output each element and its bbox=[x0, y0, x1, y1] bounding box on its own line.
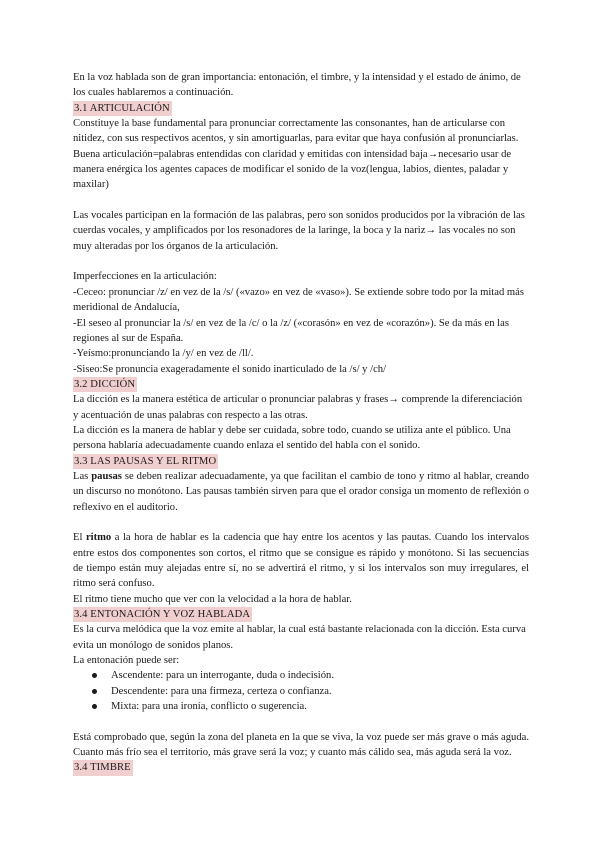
ritmo-post: a la hora de hablar es la cadencia que hay entre los acentos y las pautas. Cuando los intervalos entre estos dos componentes son cortos, el ritmo que se consigue es rápido y monótono. Si las secuencias de tiempo están muy alejadas entre sí, no se advertirá el ritmo, y si los intervalos son muy irregulares, el ritmo será confuso. bbox=[73, 532, 529, 590]
ritmo-bold-term: ritmo bbox=[85, 532, 112, 544]
pausas-bold-term: pausas bbox=[91, 470, 122, 482]
imperfeccion-seseo: -El seseo al pronunciar la /s/ en vez de la /c/ o la /z/ («corasón» en vez de «corazón»). Se da más en las regiones al sur de España. bbox=[73, 317, 509, 344]
ritmo-pre: El bbox=[73, 532, 86, 544]
section-heading-entonacion: 3.4 ENTONACIÓN Y VOZ HABLADA bbox=[73, 607, 252, 622]
articulacion-paragraph-2: Buena articulación=palabras entendidas con claridad y emitidas con intensidad baja→necesario usar de manera enérgica los agentes capaces de modificar el sonido de la voz(lengua, labios, dientes, paladar y maxilar) bbox=[73, 148, 512, 191]
ritmo-paragraph bbox=[73, 530, 529, 591]
list-item: Mixta: para una ironía, conflicto o sugerencia. bbox=[111, 699, 529, 714]
articulacion-paragraph-3: Las vocales participan en la formación de las palabras, pero son sonidos producidos por la vibración de las cuerdas vocales, y amplificados por los resonadores de la laringe, la boca y la nariz→ las vocales no son muy alteradas por los órganos de la articulación. bbox=[73, 210, 525, 252]
list-item: Descendente: para una firmeza, certeza o confianza. bbox=[111, 684, 529, 699]
list-item: Ascendente: para un interrogante, duda o indecisión. bbox=[111, 668, 529, 683]
document-page bbox=[73, 70, 529, 776]
entonacion-paragraph-1: Es la curva melódica que la voz emite al hablar, la cual está bastante relacionada con la dicción. Esta curva evita un monólogo de sonidos planos. bbox=[73, 624, 526, 651]
pausas-paragraph bbox=[73, 469, 529, 515]
pausas-post: se deben realizar adecuadamente, ya que facilitan el cambio de tono y ritmo al hablar, creando un discurso no monótono. Las pausas también sirven para que el orador consiga un momento de reflexión o reflexivo en el auditorio. bbox=[73, 470, 530, 513]
diccion-paragraph-2: La dicción es la manera de hablar y debe ser cuidada, sobre todo, cuando se utiliza ante el público. Una persona hablaría adecuadamente cuando enlaza el sentido del habla con el sonido. bbox=[73, 424, 511, 452]
section-heading-pausas-ritmo: 3.3 LAS PAUSAS Y EL RITMO bbox=[73, 454, 218, 469]
section-heading-timbre: 3.4 TIMBRE bbox=[73, 760, 133, 775]
entonacion-paragraph-2: La entonación puede ser: bbox=[73, 655, 180, 667]
entonacion-paragraph-3: Está comprobado que, según la zona del planeta en la que se viva, la voz puede ser más grave o más aguda. Cuanto más frío sea el territorio, más grave será la voz; y cuanto más cálido sea, más aguda será la voz. bbox=[73, 731, 529, 759]
imperfeccion-ceceo: -Ceceo: pronunciar /z/ en vez de la /s/ («vazo» en vez de «vaso»). Se extiende sobre todo por la mitad más meridional de Andalucía, bbox=[73, 286, 524, 314]
imperfeccion-yeismo: -Yeísmo:pronunciando la /y/ en vez de /ll/. bbox=[73, 348, 254, 360]
ritmo-velocidad-paragraph: El ritmo tiene mucho que ver con la velocidad a la hora de hablar. bbox=[73, 593, 352, 605]
entonacion-list bbox=[73, 668, 529, 714]
pausas-pre: Las bbox=[73, 470, 92, 482]
articulacion-paragraph-1: Constituye la base fundamental para pronunciar correctamente las consonantes, han de articularse con nitidez, con sus respectivos acentos, y sin amortiguarlas, para evitar que haya confusión al pronunciarlas. bbox=[73, 118, 519, 145]
imperfeccion-siseo: -Siseo:Se pronuncia exageradamente el sonido inarticulado de la /s/ y /ch/ bbox=[73, 363, 387, 375]
section-heading-diccion: 3.2 DICCIÓN bbox=[73, 377, 137, 392]
imperfecciones-title: Imperfecciones en la articulación: bbox=[73, 271, 217, 283]
diccion-paragraph-1: La dicción es la manera estética de articular o pronunciar palabras y frases→ comprende la diferenciación y acentuación de unas palabras con respecto a las otras. bbox=[73, 394, 523, 421]
section-heading-articulacion: 3.1 ARTICULACIÓN bbox=[73, 101, 172, 116]
intro-paragraph: En la voz hablada son de gran importancia: entonación, el timbre, y la intensidad y el estado de ánimo, de los cuales hablaremos a continuación. bbox=[73, 72, 521, 99]
